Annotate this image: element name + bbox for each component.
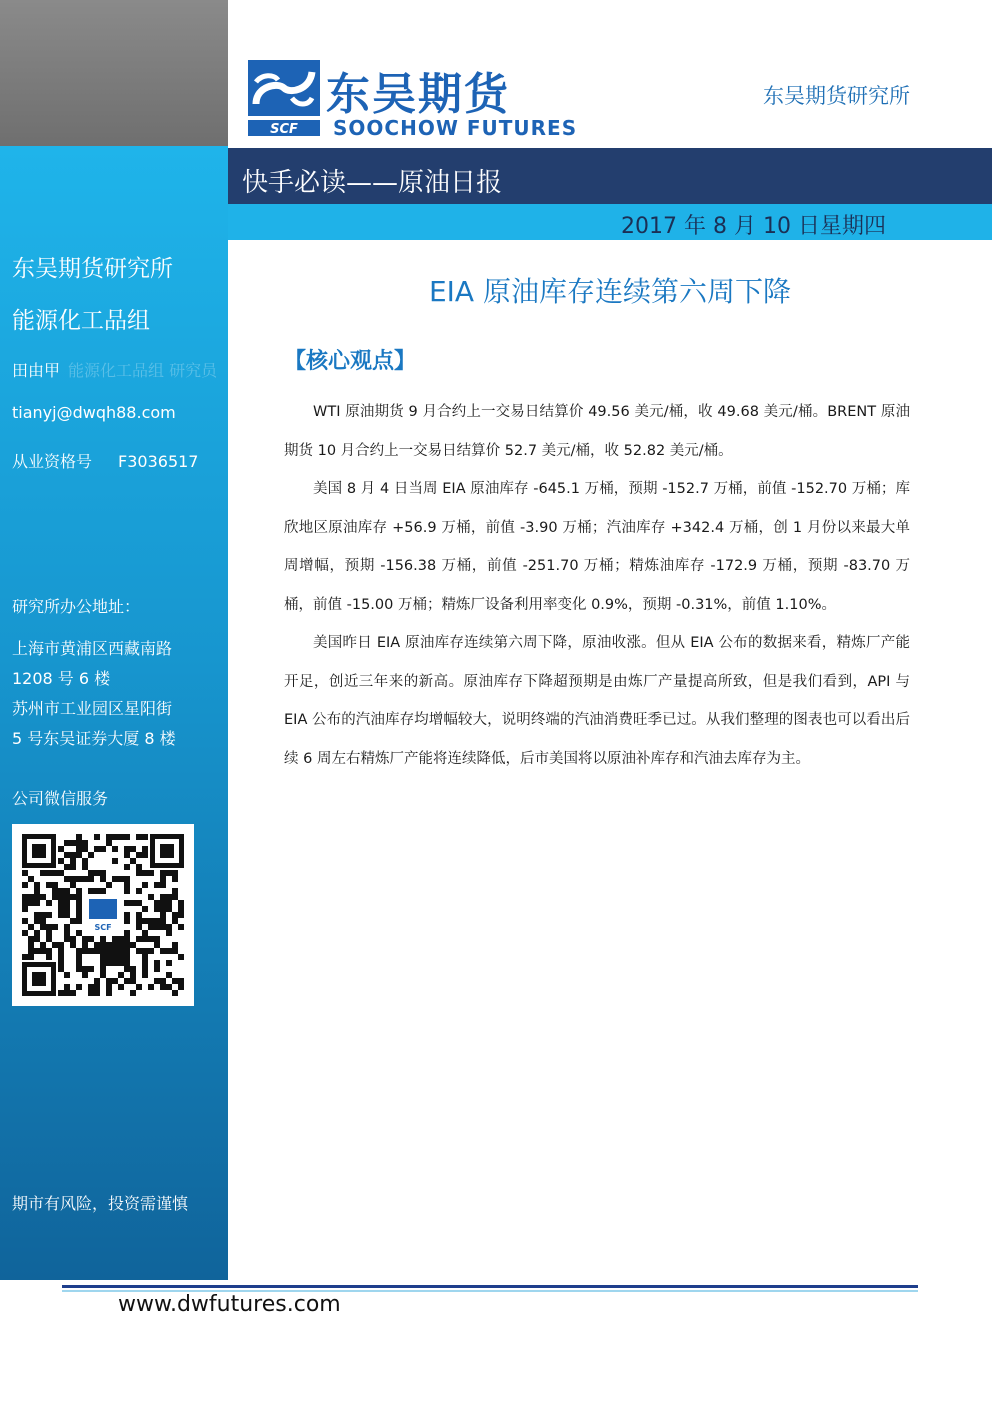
logo-chinese-name: 东吴期货 [326, 69, 510, 120]
report-date: 2017 年 8 月 10 日星期四 [621, 214, 886, 239]
section-title: 【核心观点】 [284, 349, 417, 374]
analyst-title-faint: 能源化工品组 研究员 [68, 361, 218, 380]
date-bar [228, 204, 992, 240]
risk-notice: 期市有风险，投资需谨慎 [12, 1194, 189, 1213]
wechat-qr-code[interactable] [12, 824, 194, 1006]
logo-mark-icon [248, 60, 322, 140]
logo-english-name: SOOCHOW FUTURES [333, 116, 578, 140]
footer-website-link[interactable]: www.dwfutures.com [118, 1292, 341, 1317]
qr-logo-text: SCF [94, 923, 112, 932]
sidebar-institute: 东吴期货研究所 [12, 256, 173, 282]
address-label: 研究所办公地址： [12, 597, 141, 616]
sidebar-group: 能源化工品组 [12, 308, 150, 334]
paragraph: WTI 原油期货 9 月合约上一交易日结算价 49.56 美元/桶，收 49.68 美元/桶。BRENT 原油期货 10 月合约上一交易日结算价 52.7 美元/桶，收 52.82 美元/桶。 [284, 404, 910, 459]
sidebar-top-band [0, 0, 228, 146]
wechat-label: 公司微信服务 [12, 789, 109, 808]
license-label: 从业资格号 [12, 452, 93, 471]
analyst-name-row [12, 358, 217, 381]
sidebar [0, 146, 228, 1280]
analyst-email[interactable]: tianyj@dwqh88.com [12, 403, 176, 422]
address-line: 上海市黄浦区西藏南路 [12, 639, 173, 658]
logo-mark-text: SCF [270, 122, 298, 137]
analyst-name: 田由甲 [12, 361, 61, 380]
address-line: 5 号东吴证券大厦 8 楼 [12, 729, 176, 748]
address-line: 苏州市工业园区星阳街 [12, 699, 173, 718]
report-title: 快手必读——原油日报 [242, 168, 503, 198]
paragraph: 美国 8 月 4 日当周 EIA 原油库存 -645.1 万桶，预期 -152.7 万桶，前值 -152.70 万桶；库欣地区原油库存 +56.9 万桶，前值 -3.90 万桶；汽油库存 +342.4 万桶，创 1 月份以来最大单周增幅，预期 -156.38 万桶，前值 -251.70 万桶；精炼油库存 -172.9 万桶，预期 -83.70 万桶，前值 -15.00 万桶；精炼厂设备利用率变化 0.9%，预期 -0.31%，前值 1.10%。 [284, 481, 910, 613]
company-logo[interactable] [248, 60, 583, 142]
qr-code-graphic [12, 824, 194, 1006]
address-line: 1208 号 6 楼 [12, 669, 111, 688]
report-title-bar [228, 148, 992, 204]
paragraph: 美国昨日 EIA 原油库存连续第六周下降，原油收涨。但从 EIA 公布的数据来看，精炼厂产能开足，创近三年来的新高。原油库存下降超预期是由炼厂产量提高所致，但是我们看到，API 与 EIA 公布的汽油库存均增幅较大，说明终端的汽油消费旺季已过。从我们整理的图表也可以看出后续 6 周左右精炼厂产能将连续降低，后市美国将以原油补库存和汽油去库存为主。 [284, 635, 910, 767]
license-row [12, 449, 198, 472]
license-number: F3036517 [118, 452, 199, 471]
header-institute: 东吴期货研究所 [763, 84, 910, 108]
headline: EIA 原油库存连续第六周下降 [428, 275, 791, 308]
